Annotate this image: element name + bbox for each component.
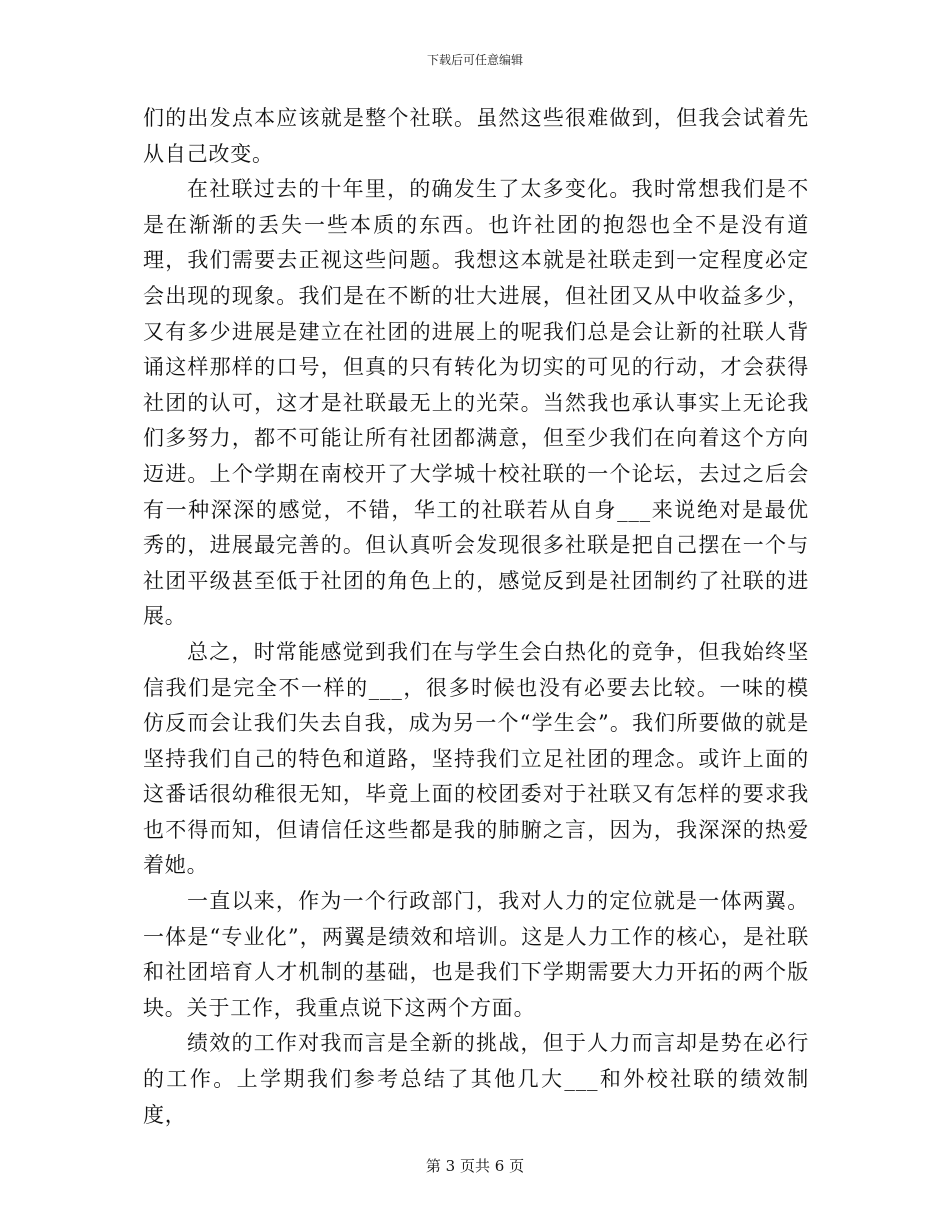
page-footer: 第 3 页共 6 页	[425, 1157, 525, 1175]
paragraph-1: 们的出发点本应该就是整个社联。虽然这些很难做到，但我会试着先从自己改变。	[143, 106, 809, 166]
document-body	[143, 101, 809, 1133]
paragraph-2: 在社联过去的十年里，的确发生了太多变化。我时常想我们是不是在渐渐的丢失一些本质的东西。也许社团的抱怨也全不是没有道理，我们需要去正视这些问题。我想这本就是社联走到一定程度必定会出现的现象。我们是在不断的壮大进展，但社团又从中收益多少，又有多少进展是建立在社团的进展上的呢我们总是会让新的社联人背诵这样那样的口号，但真的只有转化为切实的可见的行动，才会获得社团的认可，这才是社联最无上的光荣。当然我也承认事实上无论我们多努力，都不可能让所有社团都满意，但至少我们在向着这个方向迈进。上个学期在南校开了大学城十校社联的一个论坛，去过之后会有一种深深的感觉，不错，华工的社联若从自身___来说绝对是最优秀的，进展最完善的。但认真听会发现很多社联是把自己摆在一个与社团平级甚至低于社团的角色上的，感觉反到是社团制约了社联的进展。	[143, 177, 809, 629]
page-header: 下载后可任意编辑	[426, 53, 523, 67]
paragraph-4: 一直以来，作为一个行政部门，我对人力的定位就是一体两翼。一体是“专业化”，两翼是绩效和培训。这是人力工作的核心，是社联和社团培育人才机制的基础，也是我们下学期需要大力开拓的两个版块。关于工作，我重点说下这两个方面。	[143, 889, 809, 1020]
paragraph-3: 总之，时常能感觉到我们在与学生会白热化的竞争，但我始终坚信我们是完全不一样的___，很多时候也没有必要去比较。一味的模仿反而会让我们失去自我，成为另一个“学生会”。我们所要做的就是坚持我们自己的特色和道路，坚持我们立足社团的理念。或许上面的这番话很幼稚很无知，毕竟上面的校团委对于社联又有怎样的要求我也不得而知，但请信任这些都是我的肺腑之言，因为，我深深的热爱着她。	[143, 639, 809, 878]
paragraph-5: 绩效的工作对我而言是全新的挑战，但于人力而言却是势在必行的工作。上学期我们参考总结了其他几大___和外校社联的绩效制度，	[143, 1031, 809, 1127]
